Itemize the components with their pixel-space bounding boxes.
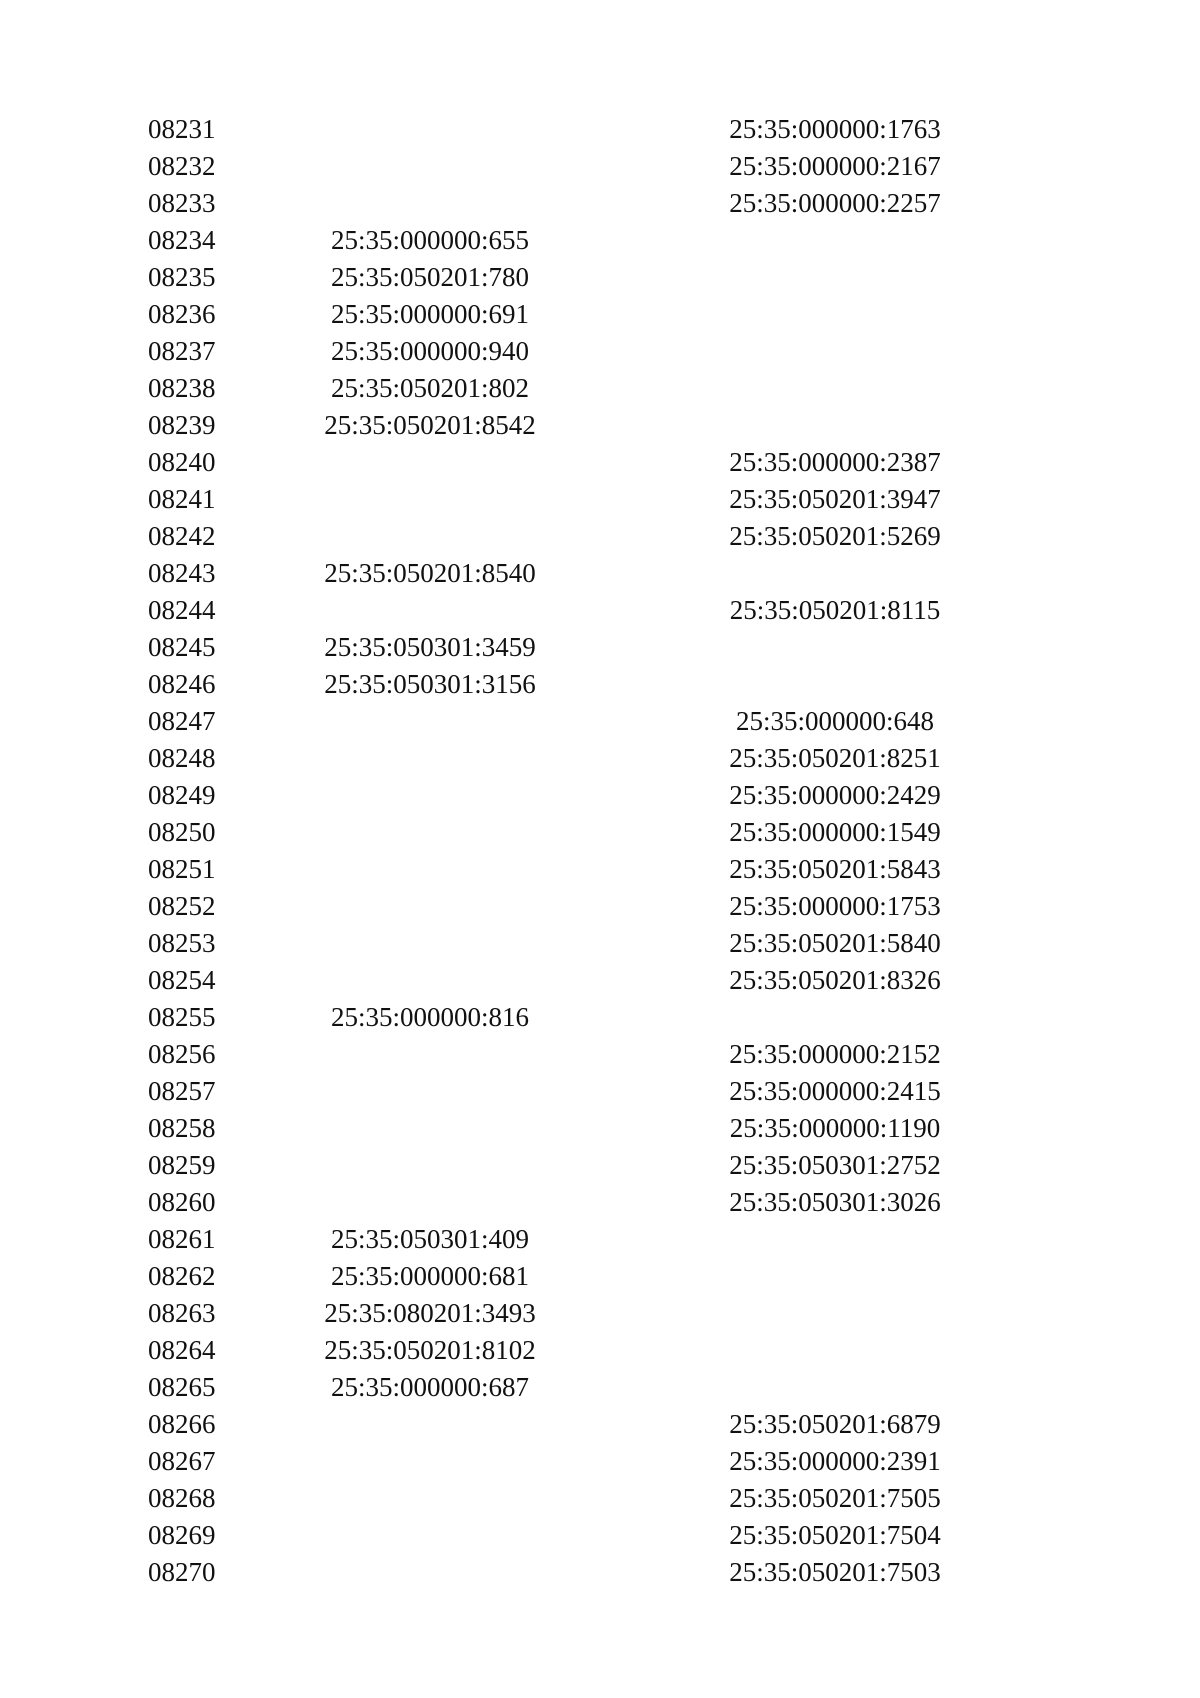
- row-number: 08250: [148, 817, 216, 847]
- cadastral-number-right: 25:35:050201:7504: [729, 1520, 941, 1550]
- table-row: [0, 1406, 1200, 1443]
- row-number: 08248: [148, 743, 216, 773]
- cadastral-number-left: 25:35:080201:3493: [324, 1298, 536, 1328]
- cadastral-number-right: 25:35:000000:2429: [729, 780, 941, 810]
- row-number: 08243: [148, 558, 216, 588]
- cadastral-number-right: 25:35:050201:6879: [729, 1409, 941, 1439]
- table-row: [0, 222, 1200, 259]
- cadastral-number-right: 25:35:050201:8251: [729, 743, 941, 773]
- row-number: 08267: [148, 1446, 216, 1476]
- cadastral-number-left: 25:35:050301:3156: [324, 669, 536, 699]
- table-row: [0, 592, 1200, 629]
- cadastral-number-right: 25:35:050201:3947: [729, 484, 941, 514]
- table-row: [0, 666, 1200, 703]
- row-number: 08239: [148, 410, 216, 440]
- cadastral-number-right: 25:35:050201:5840: [729, 928, 941, 958]
- table-row: [0, 740, 1200, 777]
- table-row: [0, 1332, 1200, 1369]
- table-row: [0, 703, 1200, 740]
- row-number: 08242: [148, 521, 216, 551]
- row-number: 08270: [148, 1557, 216, 1587]
- row-number: 08240: [148, 447, 216, 477]
- table-row: [0, 296, 1200, 333]
- row-number: 08233: [148, 188, 216, 218]
- cadastral-number-right: 25:35:050301:2752: [729, 1150, 941, 1180]
- cadastral-number-left: 25:35:050301:409: [330, 1224, 530, 1254]
- cadastral-number-right: 25:35:050201:5843: [729, 854, 941, 884]
- cadastral-number-right: 25:35:000000:2391: [729, 1446, 941, 1476]
- row-number: 08263: [148, 1298, 216, 1328]
- cadastral-number-right: 25:35:050201:7503: [729, 1557, 941, 1587]
- row-number: 08266: [148, 1409, 216, 1439]
- table-row: [0, 1110, 1200, 1147]
- cadastral-number-right: 25:35:050301:3026: [729, 1187, 941, 1217]
- row-number: 08261: [148, 1224, 216, 1254]
- row-number: 08254: [148, 965, 216, 995]
- row-number: 08244: [148, 595, 216, 625]
- table-row: [0, 1036, 1200, 1073]
- table-row: [0, 555, 1200, 592]
- row-number: 08232: [148, 151, 216, 181]
- table-row: [0, 1480, 1200, 1517]
- cadastral-number-left: 25:35:050201:780: [330, 262, 530, 292]
- table-row: [0, 814, 1200, 851]
- table-row: [0, 370, 1200, 407]
- table-row: [0, 518, 1200, 555]
- cadastral-number-right: 25:35:050201:8326: [729, 965, 941, 995]
- table-row: [0, 259, 1200, 296]
- row-number: 08268: [148, 1483, 216, 1513]
- table-row: [0, 851, 1200, 888]
- cadastral-number-right: 25:35:000000:2387: [729, 447, 941, 477]
- table-row: [0, 481, 1200, 518]
- cadastral-number-right: 25:35:050201:5269: [729, 521, 941, 551]
- cadastral-number-right: 25:35:000000:1549: [729, 817, 941, 847]
- cadastral-number-left: 25:35:050301:3459: [324, 632, 536, 662]
- cadastral-number-right: 25:35:000000:2152: [729, 1039, 941, 1069]
- row-number: 08249: [148, 780, 216, 810]
- table-row: [0, 185, 1200, 222]
- table-row: [0, 1443, 1200, 1480]
- table-row: [0, 1258, 1200, 1295]
- cadastral-number-right: 25:35:050201:7505: [729, 1483, 941, 1513]
- cadastral-number-right: 25:35:000000:1753: [729, 891, 941, 921]
- row-number: 08259: [148, 1150, 216, 1180]
- cadastral-number-left: 25:35:000000:655: [330, 225, 530, 255]
- row-number: 08238: [148, 373, 216, 403]
- table-row: [0, 925, 1200, 962]
- cadastral-number-right: 25:35:000000:648: [735, 706, 935, 736]
- table-row: [0, 629, 1200, 666]
- table-row: [0, 1554, 1200, 1591]
- row-number: 08253: [148, 928, 216, 958]
- table-row: [0, 1221, 1200, 1258]
- row-number: 08257: [148, 1076, 216, 1106]
- row-number: 08262: [148, 1261, 216, 1291]
- cadastral-number-left: 25:35:050201:8102: [324, 1335, 536, 1365]
- row-number: 08234: [148, 225, 216, 255]
- row-number: 08252: [148, 891, 216, 921]
- row-number: 08258: [148, 1113, 216, 1143]
- table-row: [0, 888, 1200, 925]
- table-row: [0, 1147, 1200, 1184]
- cadastral-number-left: 25:35:000000:681: [330, 1261, 530, 1291]
- row-number: 08260: [148, 1187, 216, 1217]
- table-row: [0, 148, 1200, 185]
- cadastral-number-left: 25:35:000000:940: [330, 336, 530, 366]
- row-number: 08246: [148, 669, 216, 699]
- cadastral-number-right: 25:35:000000:2415: [729, 1076, 941, 1106]
- cadastral-number-right: 25:35:000000:2257: [729, 188, 941, 218]
- row-number: 08236: [148, 299, 216, 329]
- row-number: 08245: [148, 632, 216, 662]
- row-number: 08265: [148, 1372, 216, 1402]
- table-row: [0, 333, 1200, 370]
- cadastral-number-left: 25:35:000000:687: [330, 1372, 530, 1402]
- row-number: 08251: [148, 854, 216, 884]
- cadastral-number-right: 25:35:050201:8115: [729, 595, 941, 625]
- cadastral-number-left: 25:35:000000:816: [330, 1002, 530, 1032]
- row-number: 08235: [148, 262, 216, 292]
- table-row: [0, 1295, 1200, 1332]
- row-number: 08256: [148, 1039, 216, 1069]
- table-row: [0, 444, 1200, 481]
- row-number: 08269: [148, 1520, 216, 1550]
- cadastral-number-left: 25:35:050201:8542: [324, 410, 536, 440]
- table-row: [0, 1073, 1200, 1110]
- cadastral-number-right: 25:35:000000:1190: [729, 1113, 941, 1143]
- table-row: [0, 777, 1200, 814]
- row-number: 08255: [148, 1002, 216, 1032]
- row-number: 08231: [148, 114, 216, 144]
- cadastral-number-left: 25:35:050201:802: [330, 373, 530, 403]
- row-number: 08247: [148, 706, 216, 736]
- table-row: [0, 407, 1200, 444]
- row-number: 08237: [148, 336, 216, 366]
- table-row: [0, 999, 1200, 1036]
- row-number: 08264: [148, 1335, 216, 1365]
- cadastral-number-right: 25:35:000000:2167: [729, 151, 941, 181]
- table-row: [0, 1184, 1200, 1221]
- table-row: [0, 1369, 1200, 1406]
- table-row: [0, 111, 1200, 148]
- cadastral-number-right: 25:35:000000:1763: [729, 114, 941, 144]
- cadastral-number-left: 25:35:000000:691: [330, 299, 530, 329]
- table-row: [0, 1517, 1200, 1554]
- cadastral-number-left: 25:35:050201:8540: [324, 558, 536, 588]
- row-number: 08241: [148, 484, 216, 514]
- table-row: [0, 962, 1200, 999]
- cadastral-table: [0, 111, 1200, 1591]
